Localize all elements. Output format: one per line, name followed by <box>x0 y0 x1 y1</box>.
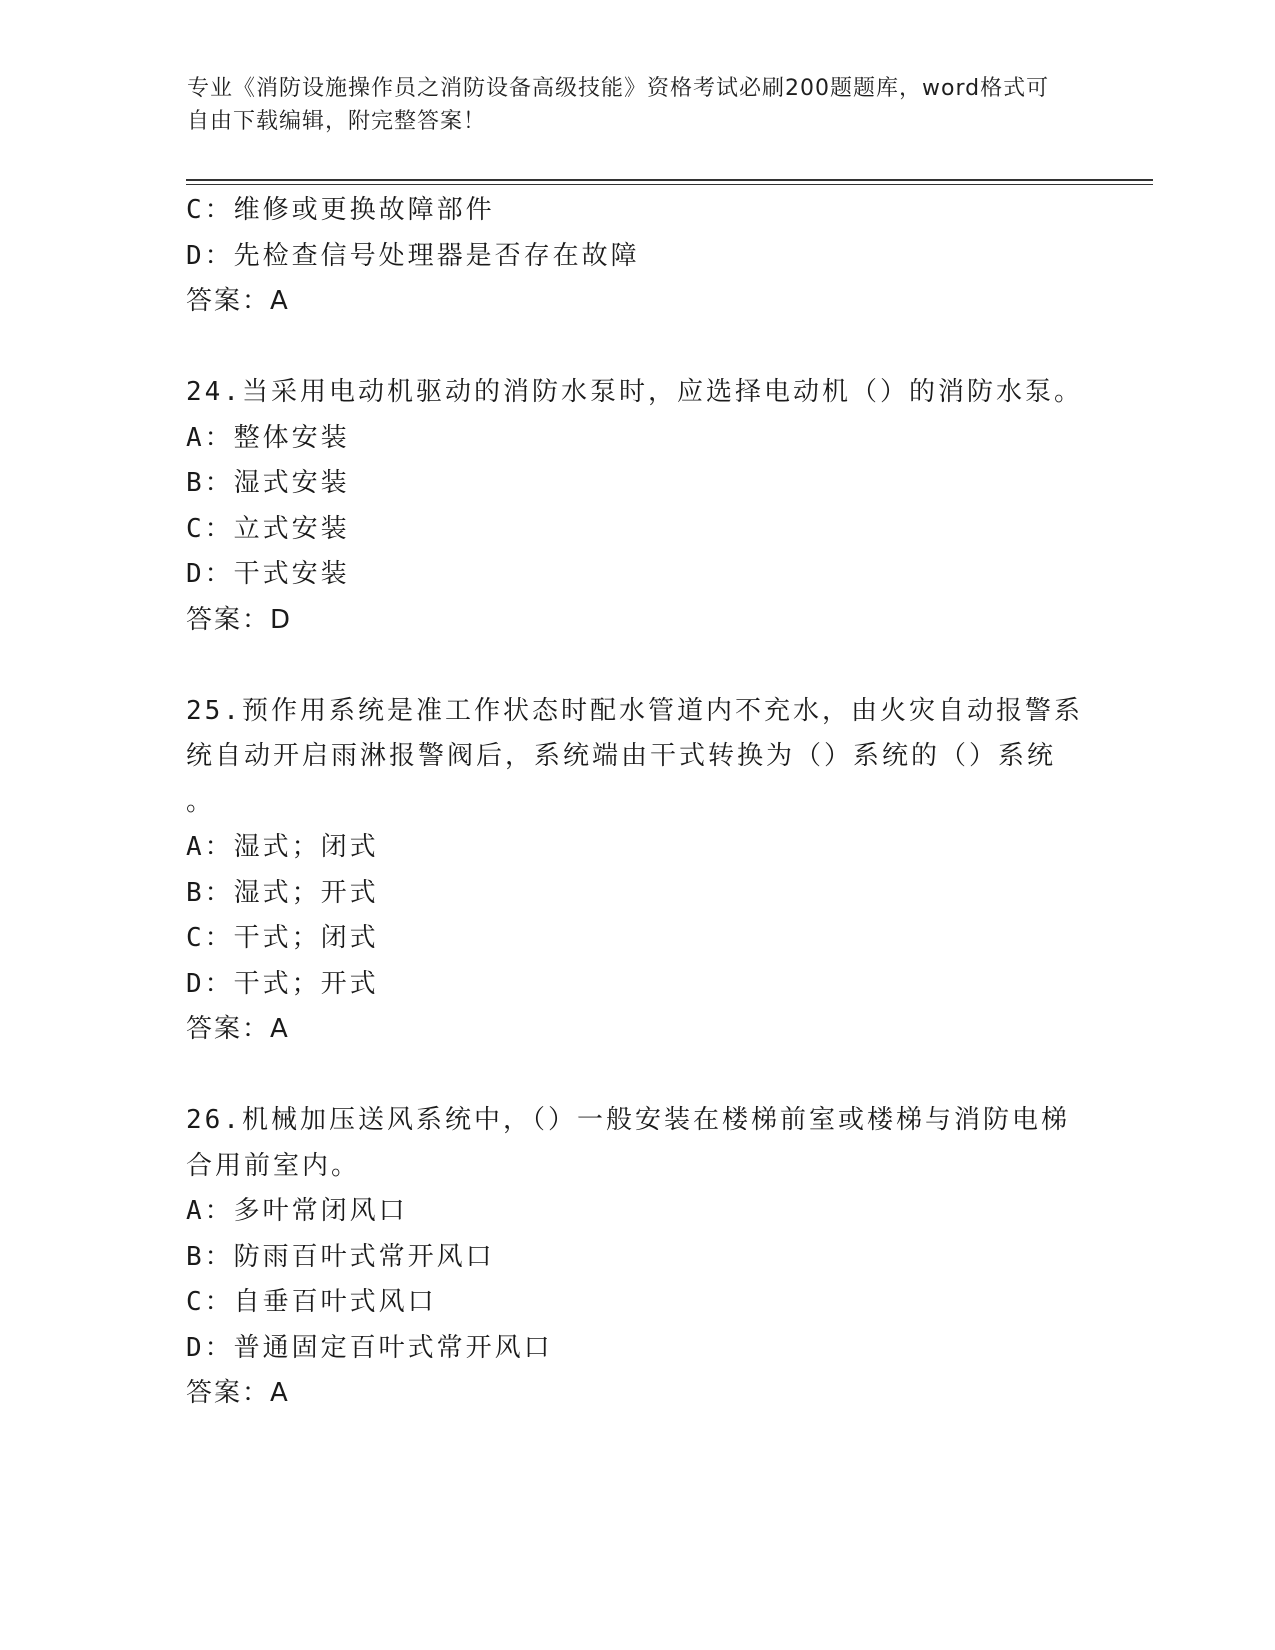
page-header: 专业《消防设施操作员之消防设备高级技能》资格考试必刷200题题库，word格式可自由下载编辑，附完整答案！ <box>187 76 1050 134</box>
option-a: A：多叶常闭风口 <box>186 1196 408 1226</box>
header-divider-thick <box>186 179 1153 181</box>
question-stem-line: 25.预作用系统是准工作状态时配水管道内不充水，由火灾自动报警系 <box>186 695 1083 726</box>
answer-line: 答案：D <box>186 604 293 635</box>
spacer <box>186 1053 1086 1099</box>
answer-line: 答案：A <box>186 1378 290 1408</box>
option-a: A：湿式；闭式 <box>186 832 379 862</box>
option-c: C：立式安装 <box>186 513 350 544</box>
spacer <box>186 325 1086 371</box>
answer-line: 答案：A <box>186 286 290 316</box>
option-d: D：先检查信号处理器是否存在故障 <box>186 240 640 271</box>
option-d: D：普通固定百叶式常开风口 <box>186 1332 553 1363</box>
option-c: C：干式；闭式 <box>186 923 379 953</box>
question-content <box>186 188 1086 1417</box>
option-a: A：整体安装 <box>186 422 350 453</box>
option-d: D：干式；开式 <box>186 968 379 999</box>
question-stem-line: 合用前室内。 <box>186 1150 361 1181</box>
option-c: C：维修或更换故障部件 <box>186 195 495 225</box>
option-c: C：自垂百叶式风口 <box>186 1287 437 1317</box>
question-stem: 24.当采用电动机驱动的消防水泵时，应选择电动机（）的消防水泵。 <box>186 377 1083 407</box>
header-divider-thin <box>186 184 1153 185</box>
option-b: B：湿式；开式 <box>186 877 379 908</box>
option-d: D：干式安装 <box>186 559 350 589</box>
option-b: B：湿式安装 <box>186 468 350 498</box>
question-stem-line: 。 <box>186 786 216 817</box>
spacer <box>186 643 1086 689</box>
question-stem-line: 统自动开启雨淋报警阀后，系统端由干式转换为（）系统的（）系统 <box>186 741 1057 771</box>
question-stem-line: 26.机械加压送风系统中，（）一般安装在楼梯前室或楼梯与消防电梯 <box>186 1105 1070 1135</box>
answer-line: 答案：A <box>186 1014 290 1044</box>
option-b: B：防雨百叶式常开风口 <box>186 1241 495 1272</box>
